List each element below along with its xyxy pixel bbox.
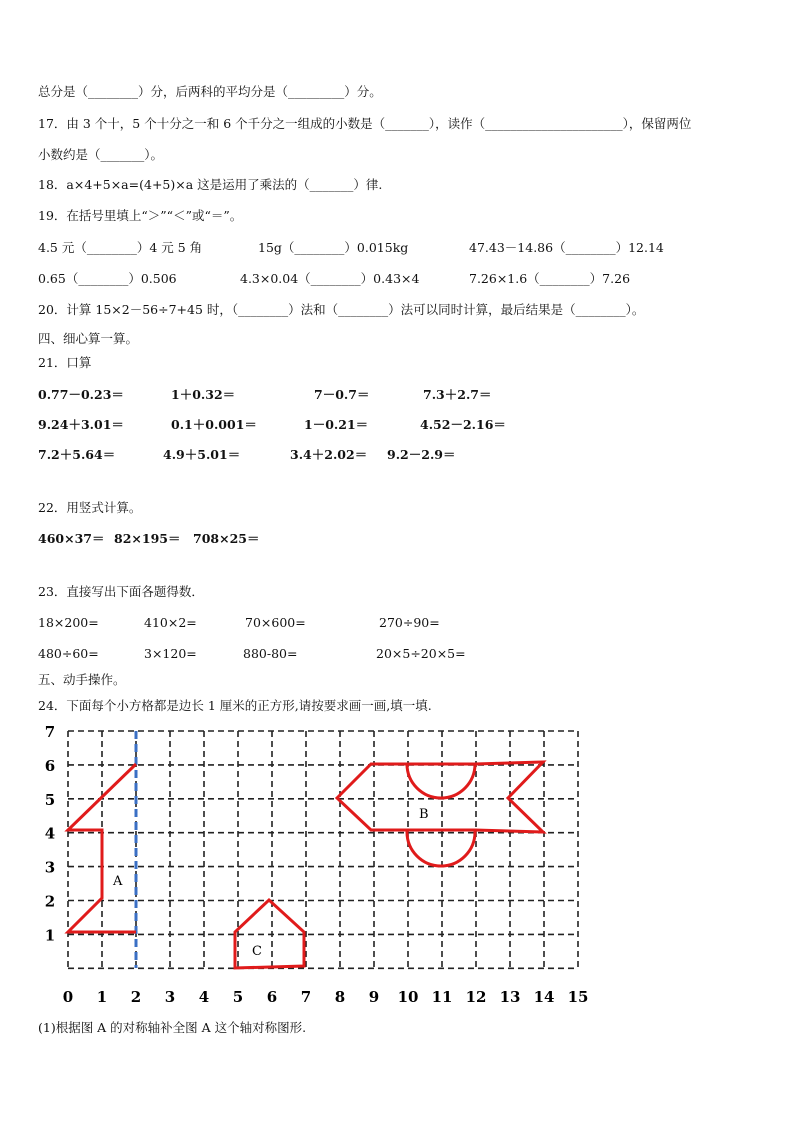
- x-axis-label: 14: [533, 988, 555, 1006]
- x-axis-label: 15: [567, 988, 589, 1006]
- x-axis-label: 12: [465, 988, 487, 1006]
- y-axis-label: 7: [44, 723, 56, 741]
- q21-item: 1－0.21＝: [304, 417, 369, 432]
- q23-item: 3×120=: [144, 646, 197, 661]
- question-23: 23．直接写出下面各题得数．: [38, 584, 204, 599]
- q23-item: 20×5÷20×5=: [376, 646, 466, 661]
- q19-item: 15g（________）0.015kg: [258, 240, 409, 255]
- sub-question-1: (1)根据图 A 的对称轴补全图 A 这个轴对称图形.: [38, 1020, 307, 1035]
- q22-item: 460×37＝: [38, 531, 105, 546]
- x-axis-label: 7: [300, 988, 312, 1006]
- x-axis-label: 8: [334, 988, 346, 1006]
- q23-item: 410×2=: [144, 615, 197, 630]
- q21-item: 7.3＋2.7＝: [423, 387, 492, 402]
- q21-item: 9.24＋3.01＝: [38, 417, 124, 432]
- x-axis-label: 11: [431, 988, 453, 1006]
- q21-item: 1＋0.32＝: [171, 387, 236, 402]
- shape-b-upper-arc: [407, 764, 475, 798]
- question-21: 21．口算: [38, 355, 92, 370]
- x-axis-label: 9: [368, 988, 380, 1006]
- q21-item: 0.77－0.23＝: [38, 387, 124, 402]
- shape-c-label: C: [252, 944, 262, 959]
- grid-lines: [68, 731, 578, 968]
- section-4-title: 四、细心算一算。: [38, 331, 139, 346]
- x-axis-label: 0: [62, 988, 74, 1006]
- q19-item: 47.43－14.86（________）12.14: [469, 240, 664, 255]
- q19-item: 4.5 元（________）4 元 5 角: [38, 240, 203, 255]
- question-17: 17．由 3 个十，5 个十分之一和 6 个千分之一组成的小数是（_______），读作（______________________），保留两位: [38, 116, 692, 131]
- x-axis-label: 3: [164, 988, 176, 1006]
- q21-item: 0.1＋0.001＝: [171, 417, 257, 432]
- q19-item: 4.3×0.04（________）0.43×4: [240, 271, 420, 286]
- y-axis-label: 6: [44, 756, 56, 775]
- q22-item: 708×25＝: [193, 531, 260, 546]
- q21-item: 7－0.7＝: [314, 387, 370, 402]
- x-axis-label: 1: [96, 988, 108, 1006]
- q21-item: 3.4＋2.02＝: [290, 447, 368, 462]
- x-axis-label: 2: [130, 988, 142, 1006]
- y-axis-label: 5: [44, 790, 56, 809]
- q23-item: 480÷60=: [38, 646, 99, 661]
- q21-item: 9.2－2.9＝: [387, 447, 456, 462]
- question-22: 22．用竖式计算。: [38, 500, 142, 515]
- q22-item: 82×195＝: [114, 531, 181, 546]
- q21-item: 4.52－2.16＝: [420, 417, 506, 432]
- q23-item: 18×200=: [38, 615, 99, 630]
- q23-item: 70×600=: [245, 615, 306, 630]
- shape-b-label: B: [419, 807, 429, 822]
- line-total-score: 总分是（________）分，后两科的平均分是（_________）分。: [38, 84, 382, 99]
- x-axis-label: 5: [232, 988, 244, 1006]
- q19-item: 7.26×1.6（________）7.26: [469, 271, 631, 286]
- q23-item: 270÷90=: [379, 615, 440, 630]
- y-axis-label: 2: [44, 892, 56, 911]
- y-axis-label: 3: [44, 858, 56, 877]
- q21-item: 4.9＋5.01＝: [163, 447, 241, 462]
- question-20: 20．计算 15×2－56÷7+45 时，（________）法和（________）法可以同时计算，最后结果是（________）。: [38, 302, 645, 317]
- y-axis-label: 1: [44, 926, 56, 945]
- question-17-continued: 小数约是（_______）。: [38, 147, 164, 162]
- question-18: 18．a×4+5×a=(4+5)×a 这是运用了乘法的（_______）律.: [38, 177, 383, 192]
- q19-item: 0.65（________）0.506: [38, 271, 177, 286]
- x-axis-label: 6: [266, 988, 278, 1006]
- question-24: 24．下面每个小方格都是边长 1 厘米的正方形,请按要求画一画,填一填.: [38, 698, 432, 713]
- question-19: 19．在括号里填上“＞”“＜”或“＝”。: [38, 208, 243, 223]
- shape-b-lower-arc: [407, 830, 475, 866]
- section-5-title: 五、动手操作。: [38, 672, 126, 687]
- q23-item: 880-80=: [243, 646, 298, 661]
- x-axis-label: 13: [499, 988, 521, 1006]
- q21-item: 7.2＋5.64＝: [38, 447, 116, 462]
- shape-a-label: A: [113, 874, 123, 889]
- y-axis-label: 4: [44, 824, 56, 843]
- x-axis-label: 10: [397, 988, 419, 1006]
- axis-labels: [45, 723, 589, 1006]
- x-axis-label: 4: [198, 988, 210, 1006]
